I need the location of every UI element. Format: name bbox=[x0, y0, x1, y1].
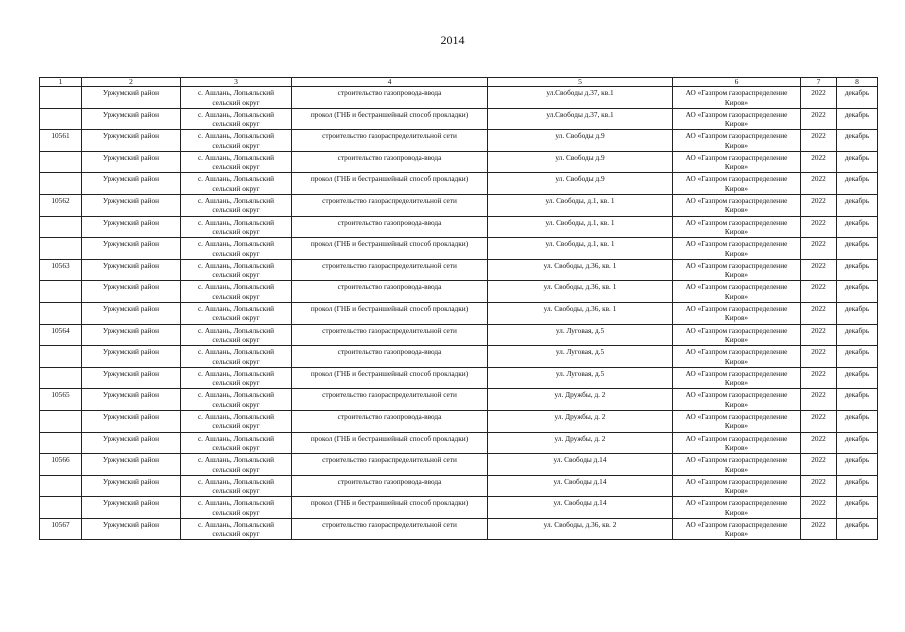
settlement-cell: с. Ашлань, Лопьяльский сельский округ bbox=[181, 367, 292, 389]
month-cell: декабрь bbox=[837, 410, 878, 432]
year-cell: 2022 bbox=[801, 108, 837, 130]
address-cell: ул.Свободы д.37, кв.1 bbox=[488, 87, 673, 109]
month-cell: декабрь bbox=[837, 108, 878, 130]
row-id-cell bbox=[40, 281, 82, 303]
year-cell: 2022 bbox=[801, 432, 837, 454]
table-body bbox=[40, 87, 878, 540]
table-row bbox=[40, 497, 878, 519]
district-cell: Уржумский район bbox=[82, 173, 181, 195]
work-type-cell: строительство газораспределительной сети bbox=[292, 259, 488, 281]
address-cell: ул. Луговая, д.5 bbox=[488, 324, 673, 346]
table-row bbox=[40, 216, 878, 238]
organization-cell: АО «Газпром газораспределение Киров» bbox=[673, 259, 801, 281]
organization-cell: АО «Газпром газораспределение Киров» bbox=[673, 130, 801, 152]
settlement-cell: с. Ашлань, Лопьяльский сельский округ bbox=[181, 281, 292, 303]
table-row bbox=[40, 259, 878, 281]
row-id-cell bbox=[40, 410, 82, 432]
month-cell: декабрь bbox=[837, 151, 878, 173]
settlement-cell: с. Ашлань, Лопьяльский сельский округ bbox=[181, 151, 292, 173]
column-header: 4 bbox=[292, 78, 488, 87]
month-cell: декабрь bbox=[837, 497, 878, 519]
work-type-cell: строительство газопровода-ввода bbox=[292, 216, 488, 238]
row-id-cell: 10566 bbox=[40, 454, 82, 476]
table-row bbox=[40, 151, 878, 173]
settlement-cell: с. Ашлань, Лопьяльский сельский округ bbox=[181, 389, 292, 411]
work-type-cell: строительство газораспределительной сети bbox=[292, 518, 488, 540]
work-type-cell: прокол (ГНБ и бестраншейный способ прокладки) bbox=[292, 367, 488, 389]
address-cell: ул. Свободы д.9 bbox=[488, 130, 673, 152]
district-cell: Уржумский район bbox=[82, 518, 181, 540]
table-row bbox=[40, 475, 878, 497]
month-cell: декабрь bbox=[837, 238, 878, 260]
row-id-cell bbox=[40, 367, 82, 389]
work-type-cell: строительство газопровода-ввода bbox=[292, 87, 488, 109]
organization-cell: АО «Газпром газораспределение Киров» bbox=[673, 367, 801, 389]
year-cell: 2022 bbox=[801, 324, 837, 346]
district-cell: Уржумский район bbox=[82, 432, 181, 454]
work-type-cell: прокол (ГНБ и бестраншейный способ прокладки) bbox=[292, 238, 488, 260]
organization-cell: АО «Газпром газораспределение Киров» bbox=[673, 324, 801, 346]
organization-cell: АО «Газпром газораспределение Киров» bbox=[673, 302, 801, 324]
row-id-cell: 10565 bbox=[40, 389, 82, 411]
work-type-cell: строительство газораспределительной сети bbox=[292, 389, 488, 411]
address-cell: ул. Свободы, д.1, кв. 1 bbox=[488, 216, 673, 238]
year-cell: 2022 bbox=[801, 194, 837, 216]
row-id-cell bbox=[40, 173, 82, 195]
row-id-cell bbox=[40, 87, 82, 109]
year-cell: 2022 bbox=[801, 173, 837, 195]
page-number: 2014 bbox=[440, 33, 465, 47]
row-id-cell bbox=[40, 238, 82, 260]
work-type-cell: прокол (ГНБ и бестраншейный способ прокладки) bbox=[292, 432, 488, 454]
settlement-cell: с. Ашлань, Лопьяльский сельский округ bbox=[181, 87, 292, 109]
work-type-cell: строительство газораспределительной сети bbox=[292, 194, 488, 216]
settlement-cell: с. Ашлань, Лопьяльский сельский округ bbox=[181, 454, 292, 476]
work-type-cell: строительство газораспределительной сети bbox=[292, 454, 488, 476]
district-cell: Уржумский район bbox=[82, 238, 181, 260]
year-cell: 2022 bbox=[801, 497, 837, 519]
table-row bbox=[40, 518, 878, 540]
table-row bbox=[40, 130, 878, 152]
settlement-cell: с. Ашлань, Лопьяльский сельский округ bbox=[181, 518, 292, 540]
settlement-cell: с. Ашлань, Лопьяльский сельский округ bbox=[181, 346, 292, 368]
address-cell: ул. Дружбы, д. 2 bbox=[488, 410, 673, 432]
organization-cell: АО «Газпром газораспределение Киров» bbox=[673, 410, 801, 432]
month-cell: декабрь bbox=[837, 87, 878, 109]
district-cell: Уржумский район bbox=[82, 389, 181, 411]
organization-cell: АО «Газпром газораспределение Киров» bbox=[673, 346, 801, 368]
month-cell: декабрь bbox=[837, 281, 878, 303]
organization-cell: АО «Газпром газораспределение Киров» bbox=[673, 389, 801, 411]
row-id-cell: 10562 bbox=[40, 194, 82, 216]
month-cell: декабрь bbox=[837, 259, 878, 281]
year-cell: 2022 bbox=[801, 130, 837, 152]
district-cell: Уржумский район bbox=[82, 324, 181, 346]
table-row bbox=[40, 87, 878, 109]
month-cell: декабрь bbox=[837, 454, 878, 476]
settlement-cell: с. Ашлань, Лопьяльский сельский округ bbox=[181, 259, 292, 281]
month-cell: декабрь bbox=[837, 173, 878, 195]
month-cell: декабрь bbox=[837, 346, 878, 368]
table-row bbox=[40, 367, 878, 389]
month-cell: декабрь bbox=[837, 432, 878, 454]
table-row bbox=[40, 173, 878, 195]
district-cell: Уржумский район bbox=[82, 475, 181, 497]
address-cell: ул.Свободы д.37, кв.1 bbox=[488, 108, 673, 130]
column-header: 7 bbox=[801, 78, 837, 87]
district-cell: Уржумский район bbox=[82, 346, 181, 368]
table-row bbox=[40, 302, 878, 324]
year-cell: 2022 bbox=[801, 151, 837, 173]
work-type-cell: строительство газопровода-ввода bbox=[292, 410, 488, 432]
organization-cell: АО «Газпром газораспределение Киров» bbox=[673, 216, 801, 238]
row-id-cell bbox=[40, 432, 82, 454]
work-type-cell: строительство газопровода-ввода bbox=[292, 281, 488, 303]
column-header: 1 bbox=[40, 78, 82, 87]
address-cell: ул. Свободы, д.1, кв. 1 bbox=[488, 238, 673, 260]
year-cell: 2022 bbox=[801, 281, 837, 303]
year-cell: 2022 bbox=[801, 238, 837, 260]
organization-cell: АО «Газпром газораспределение Киров» bbox=[673, 173, 801, 195]
column-header: 8 bbox=[837, 78, 878, 87]
year-cell: 2022 bbox=[801, 389, 837, 411]
row-id-cell: 10567 bbox=[40, 518, 82, 540]
year-cell: 2022 bbox=[801, 454, 837, 476]
table-row bbox=[40, 281, 878, 303]
column-header: 5 bbox=[488, 78, 673, 87]
table-row bbox=[40, 194, 878, 216]
work-type-cell: прокол (ГНБ и бестраншейный способ прокладки) bbox=[292, 497, 488, 519]
row-id-cell bbox=[40, 151, 82, 173]
settlement-cell: с. Ашлань, Лопьяльский сельский округ bbox=[181, 302, 292, 324]
month-cell: декабрь bbox=[837, 194, 878, 216]
address-cell: ул. Свободы д.9 bbox=[488, 173, 673, 195]
district-cell: Уржумский район bbox=[82, 108, 181, 130]
organization-cell: АО «Газпром газораспределение Киров» bbox=[673, 194, 801, 216]
district-cell: Уржумский район bbox=[82, 194, 181, 216]
district-cell: Уржумский район bbox=[82, 259, 181, 281]
table-row bbox=[40, 346, 878, 368]
district-cell: Уржумский район bbox=[82, 87, 181, 109]
row-id-cell bbox=[40, 497, 82, 519]
settlement-cell: с. Ашлань, Лопьяльский сельский округ bbox=[181, 475, 292, 497]
table-row bbox=[40, 108, 878, 130]
settlement-cell: с. Ашлань, Лопьяльский сельский округ bbox=[181, 324, 292, 346]
month-cell: декабрь bbox=[837, 518, 878, 540]
month-cell: декабрь bbox=[837, 324, 878, 346]
address-cell: ул. Свободы, д.36, кв. 1 bbox=[488, 259, 673, 281]
settlement-cell: с. Ашлань, Лопьяльский сельский округ bbox=[181, 410, 292, 432]
year-cell: 2022 bbox=[801, 367, 837, 389]
work-type-cell: прокол (ГНБ и бестраншейный способ прокладки) bbox=[292, 173, 488, 195]
district-cell: Уржумский район bbox=[82, 281, 181, 303]
address-cell: ул. Свободы, д.36, кв. 1 bbox=[488, 281, 673, 303]
table-row bbox=[40, 410, 878, 432]
work-type-cell: строительство газораспределительной сети bbox=[292, 324, 488, 346]
organization-cell: АО «Газпром газораспределение Киров» bbox=[673, 454, 801, 476]
settlement-cell: с. Ашлань, Лопьяльский сельский округ bbox=[181, 238, 292, 260]
work-type-cell: прокол (ГНБ и бестраншейный способ прокладки) bbox=[292, 108, 488, 130]
address-cell: ул. Луговая, д.5 bbox=[488, 346, 673, 368]
table-row bbox=[40, 432, 878, 454]
year-cell: 2022 bbox=[801, 216, 837, 238]
row-id-cell bbox=[40, 216, 82, 238]
settlement-cell: с. Ашлань, Лопьяльский сельский округ bbox=[181, 216, 292, 238]
month-cell: декабрь bbox=[837, 475, 878, 497]
address-cell: ул. Дружбы, д. 2 bbox=[488, 389, 673, 411]
organization-cell: АО «Газпром газораспределение Киров» bbox=[673, 108, 801, 130]
column-number-header-row bbox=[40, 78, 878, 87]
row-id-cell bbox=[40, 108, 82, 130]
row-id-cell: 10561 bbox=[40, 130, 82, 152]
district-cell: Уржумский район bbox=[82, 497, 181, 519]
row-id-cell: 10563 bbox=[40, 259, 82, 281]
row-id-cell bbox=[40, 302, 82, 324]
organization-cell: АО «Газпром газораспределение Киров» bbox=[673, 497, 801, 519]
organization-cell: АО «Газпром газораспределение Киров» bbox=[673, 432, 801, 454]
table-row bbox=[40, 324, 878, 346]
organization-cell: АО «Газпром газораспределение Киров» bbox=[673, 151, 801, 173]
work-type-cell: строительство газопровода-ввода bbox=[292, 346, 488, 368]
year-cell: 2022 bbox=[801, 475, 837, 497]
address-cell: ул. Свободы д.14 bbox=[488, 475, 673, 497]
settlement-cell: с. Ашлань, Лопьяльский сельский округ bbox=[181, 497, 292, 519]
settlement-cell: с. Ашлань, Лопьяльский сельский округ bbox=[181, 108, 292, 130]
work-type-cell: строительство газораспределительной сети bbox=[292, 130, 488, 152]
address-cell: ул. Луговая, д.5 bbox=[488, 367, 673, 389]
district-cell: Уржумский район bbox=[82, 216, 181, 238]
year-cell: 2022 bbox=[801, 346, 837, 368]
month-cell: декабрь bbox=[837, 302, 878, 324]
month-cell: декабрь bbox=[837, 216, 878, 238]
address-cell: ул. Свободы, д.1, кв. 1 bbox=[488, 194, 673, 216]
column-header: 2 bbox=[82, 78, 181, 87]
work-type-cell: строительство газопровода-ввода bbox=[292, 151, 488, 173]
works-table bbox=[39, 77, 878, 540]
table-row bbox=[40, 238, 878, 260]
district-cell: Уржумский район bbox=[82, 302, 181, 324]
year-cell: 2022 bbox=[801, 518, 837, 540]
row-id-cell bbox=[40, 346, 82, 368]
month-cell: декабрь bbox=[837, 367, 878, 389]
address-cell: ул. Свободы, д.36, кв. 2 bbox=[488, 518, 673, 540]
district-cell: Уржумский район bbox=[82, 454, 181, 476]
address-cell: ул. Свободы д.14 bbox=[488, 454, 673, 476]
work-type-cell: строительство газопровода-ввода bbox=[292, 475, 488, 497]
settlement-cell: с. Ашлань, Лопьяльский сельский округ bbox=[181, 194, 292, 216]
address-cell: ул. Свободы, д.36, кв. 1 bbox=[488, 302, 673, 324]
year-cell: 2022 bbox=[801, 259, 837, 281]
settlement-cell: с. Ашлань, Лопьяльский сельский округ bbox=[181, 130, 292, 152]
year-cell: 2022 bbox=[801, 302, 837, 324]
district-cell: Уржумский район bbox=[82, 130, 181, 152]
organization-cell: АО «Газпром газораспределение Киров» bbox=[673, 281, 801, 303]
table-row bbox=[40, 454, 878, 476]
settlement-cell: с. Ашлань, Лопьяльский сельский округ bbox=[181, 432, 292, 454]
organization-cell: АО «Газпром газораспределение Киров» bbox=[673, 475, 801, 497]
work-type-cell: прокол (ГНБ и бестраншейный способ прокладки) bbox=[292, 302, 488, 324]
address-cell: ул. Свободы д.14 bbox=[488, 497, 673, 519]
address-cell: ул. Дружбы, д. 2 bbox=[488, 432, 673, 454]
organization-cell: АО «Газпром газораспределение Киров» bbox=[673, 238, 801, 260]
year-cell: 2022 bbox=[801, 87, 837, 109]
year-cell: 2022 bbox=[801, 410, 837, 432]
column-header: 6 bbox=[673, 78, 801, 87]
settlement-cell: с. Ашлань, Лопьяльский сельский округ bbox=[181, 173, 292, 195]
organization-cell: АО «Газпром газораспределение Киров» bbox=[673, 87, 801, 109]
column-header: 3 bbox=[181, 78, 292, 87]
district-cell: Уржумский район bbox=[82, 151, 181, 173]
district-cell: Уржумский район bbox=[82, 410, 181, 432]
row-id-cell bbox=[40, 475, 82, 497]
district-cell: Уржумский район bbox=[82, 367, 181, 389]
table-row bbox=[40, 389, 878, 411]
month-cell: декабрь bbox=[837, 389, 878, 411]
organization-cell: АО «Газпром газораспределение Киров» bbox=[673, 518, 801, 540]
month-cell: декабрь bbox=[837, 130, 878, 152]
address-cell: ул. Свободы д.9 bbox=[488, 151, 673, 173]
row-id-cell: 10564 bbox=[40, 324, 82, 346]
